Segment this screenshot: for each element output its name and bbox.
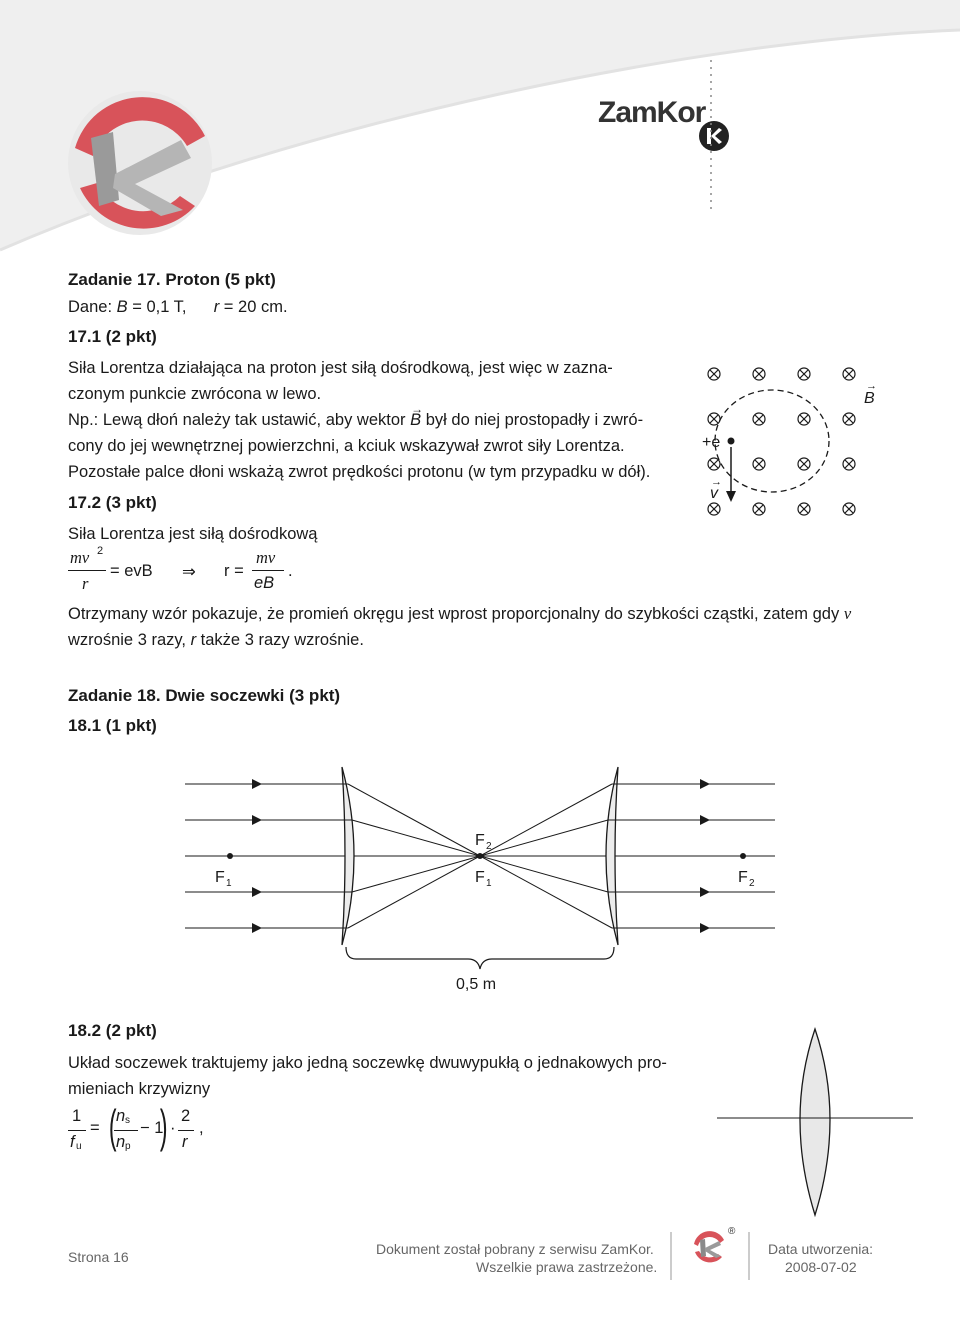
task17-title: Zadanie 17. Proton (5 pkt) — [68, 270, 276, 289]
zamkor-badge-icon — [698, 120, 730, 152]
header-dotted-line — [709, 60, 713, 210]
velocity-label: v — [710, 485, 718, 502]
field-marker-icon — [798, 503, 810, 515]
zamkor-logo-small — [690, 1230, 730, 1264]
vector-B-symbol: B → — [410, 402, 424, 429]
lensmaker-formula: 1 f u = ( n s n p − 1 ) · 2 r , — [70, 1100, 204, 1152]
field-marker-icon — [798, 413, 810, 425]
svg-text:F: F — [738, 869, 748, 886]
footer-notice-line1: Dokument został pobrany z serwisu ZamKor. — [376, 1241, 654, 1257]
footer-notice-line2: Wszelkie prawa zastrzeżone. — [476, 1259, 658, 1275]
task18-p1-line1: Układ soczewek traktujemy jako jedną soczewkę dwuwypukłą o jednakowych pro- — [68, 1054, 667, 1072]
focus-common — [477, 853, 483, 859]
field-marker-icon — [753, 413, 765, 425]
svg-text:F: F — [215, 869, 225, 886]
task17-p3: Siła Lorentza jest siłą dośrodkową — [68, 525, 318, 543]
task17-p2-line2: cony do jej wewnętrznej powierzchni, a kciuk wskazywał zwrot siły Lorentza. — [68, 437, 625, 455]
task17-p1-line1: Siła Lorentza działająca na proton jest siłą dośrodkową, jest więc w zazna- — [68, 359, 613, 377]
field-marker-icon — [798, 458, 810, 470]
field-marker-icon — [708, 503, 720, 515]
task17-p4-line1: Otrzymany wzór pokazuje, że promień okręgu jest wprost proporcjonalny do szybkości cząstki, zatem gdy v — [68, 604, 852, 623]
focus-F1-left — [227, 853, 233, 859]
field-marker-icon — [843, 458, 855, 470]
task17-sub1-title: 17.1 (2 pkt) — [68, 327, 157, 346]
field-marker-icon — [708, 458, 720, 470]
page-number: Strona 16 — [68, 1249, 129, 1265]
field-marker-icon — [753, 458, 765, 470]
svg-text:F: F — [475, 869, 485, 886]
two-lenses-diagram — [180, 755, 780, 1000]
task17-p2-line3: Pozostałe palce dłoni wskażą zwrot prędkości protonu (w tym przypadku w dół). — [68, 463, 651, 481]
field-marker-icon — [753, 503, 765, 515]
lorentz-formula: mv 2 r = evB ⇒ r = mv eB . — [70, 545, 293, 593]
task18-title: Zadanie 18. Dwie soczewki (3 pkt) — [68, 686, 341, 705]
biconvex-lens-diagram — [715, 1025, 915, 1225]
task17-p4-line2: wzrośnie 3 razy, r także 3 razy wzrośnie. — [68, 631, 364, 649]
svg-text:F: F — [475, 832, 485, 849]
field-marker-icon — [843, 413, 855, 425]
task17-p2-line1: Np.: Lewą dłoń należy tak ustawić, aby wektor B → był do niej prostopadły i zwró- — [68, 402, 644, 429]
creation-date-value: 2008-07-02 — [785, 1259, 857, 1275]
svg-text:→: → — [866, 380, 877, 392]
task17-given: Dane: B = 0,1 T, r = 20 cm. — [68, 298, 288, 316]
field-marker-icon — [708, 368, 720, 380]
svg-text:2: 2 — [749, 878, 755, 889]
footer-divider-left — [670, 1232, 672, 1280]
svg-text:1: 1 — [226, 878, 232, 889]
field-marker-icon — [843, 503, 855, 515]
combined-lens — [800, 1029, 830, 1215]
footer-divider-right — [748, 1232, 750, 1280]
focus-F2-right — [740, 853, 746, 859]
creation-date-label: Data utworzenia: — [768, 1241, 874, 1257]
proton-dot — [728, 438, 735, 445]
zamkor-brand: ZamKor — [598, 96, 706, 129]
distance-label: 0,5 m — [456, 976, 497, 993]
field-marker-icon — [708, 413, 720, 425]
field-marker-icon — [753, 368, 765, 380]
svg-text:1: 1 — [486, 878, 492, 889]
field-B-label: B — [864, 390, 875, 407]
task18-sub2-title: 18.2 (2 pkt) — [68, 1021, 157, 1040]
task17-sub2-title: 17.2 (3 pkt) — [68, 493, 157, 512]
svg-text:2: 2 — [486, 841, 492, 852]
formula-eq-evB: = evB — [110, 562, 153, 580]
task17-p1-line2: czonym punkcie zwrócona w lewo. — [68, 385, 322, 403]
svg-text:→: → — [711, 476, 722, 488]
task18-p1-line2: mieniach krzywizny — [68, 1080, 211, 1098]
charge-label: +e — [702, 434, 721, 451]
task18-sub1-title: 18.1 (1 pkt) — [68, 716, 157, 735]
distance-brace — [346, 947, 614, 969]
field-marker-icon — [843, 368, 855, 380]
registered-mark: ® — [728, 1226, 736, 1237]
magnetic-field-diagram — [690, 355, 890, 530]
field-marker-icon — [798, 368, 810, 380]
zamkor-logo-large — [55, 88, 235, 238]
